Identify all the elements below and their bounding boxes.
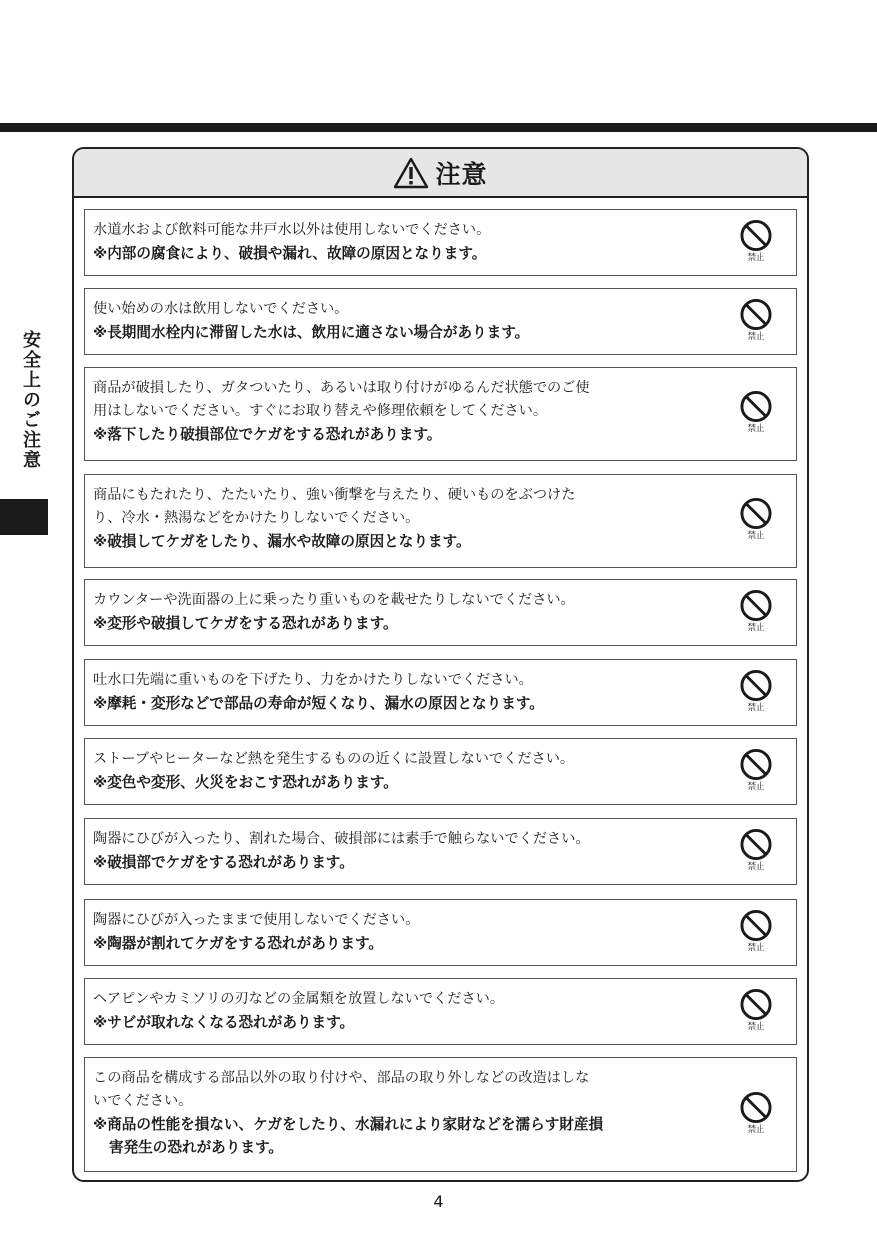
notice-note: ※長期間水栓内に滞留した水は、飲用に適さない場合があります。 xyxy=(93,324,530,341)
notice-item xyxy=(84,659,797,726)
warning-triangle-icon xyxy=(393,157,429,189)
prohibition-icon xyxy=(739,298,773,331)
notice-item xyxy=(84,367,797,461)
prohibition-icon xyxy=(739,219,773,252)
notice-item xyxy=(84,579,797,646)
notice-text: カウンターや洗面器の上に乗ったり重いものを載せたりしないでください。 xyxy=(93,592,575,608)
prohibition-label: 禁止 xyxy=(747,781,765,792)
notice-note: ※摩耗・変形などで部品の寿命が短くなり、漏水の原因となります。 xyxy=(93,695,544,712)
notice-item xyxy=(84,474,797,568)
prohibition-mark xyxy=(736,390,776,434)
prohibition-icon xyxy=(739,828,773,861)
notice-text: 吐水口先端に重いものを下げたり、力をかけたりしないでください。 xyxy=(93,672,533,688)
prohibition-mark xyxy=(736,669,776,713)
prohibition-icon xyxy=(739,589,773,622)
notice-text: 商品が破損したり、ガタついたり、あるいは取り付けがゆるんだ状態でのご使 用はしないでください。すぐにお取り替えや修理依頼をしてください。 xyxy=(93,380,590,419)
notice-text: 陶器にひびが入ったままで使用しないでください。 xyxy=(93,912,420,928)
caution-title: 注意 xyxy=(435,159,488,189)
notice-text: 陶器にひびが入ったり、割れた場合、破損部には素手で触らないでください。 xyxy=(93,831,590,847)
prohibition-mark xyxy=(736,497,776,541)
prohibition-mark xyxy=(736,1091,776,1135)
notice-item xyxy=(84,1057,797,1172)
notice-item xyxy=(84,818,797,885)
side-section-tab xyxy=(0,499,48,535)
notice-item xyxy=(84,209,797,276)
prohibition-mark xyxy=(736,988,776,1032)
prohibition-label: 禁止 xyxy=(747,531,765,541)
notice-item xyxy=(84,738,797,805)
notice-note: ※商品の性能を損ない、ケガをしたり、水漏れにより家財などを濡らす財産損 害発生の恐れがあります。 xyxy=(93,1116,604,1156)
notice-note: ※サビが取れなくなる恐れがあります。 xyxy=(93,1014,355,1031)
caution-panel xyxy=(72,147,809,1182)
prohibition-label: 禁止 xyxy=(747,942,765,953)
prohibition-label: 禁止 xyxy=(747,424,765,434)
notice-item xyxy=(84,978,797,1045)
prohibition-icon xyxy=(739,988,773,1021)
page-number: 4 xyxy=(433,1192,444,1211)
prohibition-icon xyxy=(739,669,773,702)
notice-note: ※変色や変形、火災をおこす恐れがあります。 xyxy=(93,774,398,791)
notice-text: 水道水および飲料可能な井戸水以外は使用しないでください。 xyxy=(93,222,491,238)
notice-note: ※内部の腐食により、破損や漏れ、故障の原因となります。 xyxy=(93,245,487,262)
notice-text: この商品を構成する部品以外の取り付けや、部品の取り外しなどの改造はしな いでください。 xyxy=(93,1070,590,1109)
prohibition-mark xyxy=(736,298,776,342)
side-section-label: 安全上のご注意 xyxy=(20,330,41,470)
prohibition-label: 禁止 xyxy=(747,702,765,713)
prohibition-label: 禁止 xyxy=(747,861,765,872)
prohibition-mark xyxy=(736,828,776,872)
prohibition-icon xyxy=(739,390,773,423)
prohibition-icon xyxy=(739,909,773,942)
notice-text: 商品にもたれたり、たたいたり、強い衝撃を与えたり、硬いものをぶつけた り、冷水・熱湯などをかけたりしないでください。 xyxy=(93,487,576,526)
notice-note: ※破損してケガをしたり、漏水や故障の原因となります。 xyxy=(93,533,471,550)
notice-text: ヘアピンやカミソリの刃などの金属類を放置しないでください。 xyxy=(93,991,505,1007)
top-rule xyxy=(0,123,877,132)
caution-header xyxy=(74,149,807,198)
prohibition-mark xyxy=(736,589,776,633)
prohibition-icon xyxy=(739,748,773,781)
prohibition-mark xyxy=(736,748,776,792)
notice-text: 使い始めの水は飲用しないでください。 xyxy=(93,301,349,317)
prohibition-icon xyxy=(739,1091,773,1124)
notice-item xyxy=(84,899,797,966)
prohibition-label: 禁止 xyxy=(747,1124,765,1135)
notice-item xyxy=(84,288,797,355)
prohibition-label: 禁止 xyxy=(747,331,765,342)
notice-note: ※落下したり破損部位でケガをする恐れがあります。 xyxy=(93,426,442,443)
prohibition-mark xyxy=(736,909,776,953)
prohibition-icon xyxy=(739,497,773,530)
notice-text: ストーブやヒーターなど熱を発生するものの近くに設置しないでください。 xyxy=(93,751,575,767)
prohibition-mark xyxy=(736,219,776,263)
notice-note: ※破損部でケガをする恐れがあります。 xyxy=(93,854,354,871)
prohibition-label: 禁止 xyxy=(747,252,765,263)
notice-note: ※変形や破損してケガをする恐れがあります。 xyxy=(93,615,398,632)
notice-note: ※陶器が割れてケガをする恐れがあります。 xyxy=(93,935,384,952)
prohibition-label: 禁止 xyxy=(747,1021,765,1032)
prohibition-label: 禁止 xyxy=(747,622,765,633)
